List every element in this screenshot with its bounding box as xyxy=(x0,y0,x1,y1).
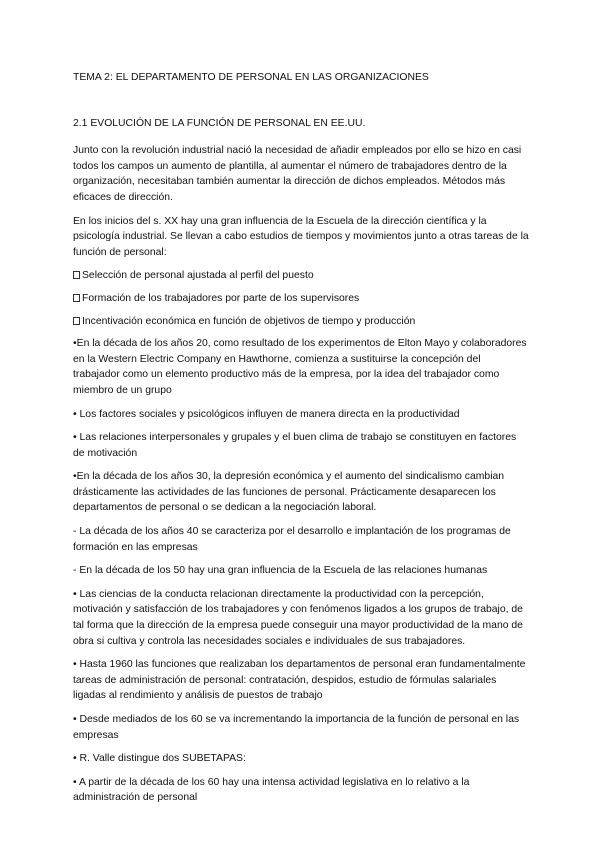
box-list-item xyxy=(73,314,530,330)
paragraph: En los inicios del s. XX hay una gran influencia de la Escuela de la dirección científica y la psicología industrial. Se llevan a cabo estudios de tiempos y movimientos junto a otras tareas de la función de personal: xyxy=(73,215,529,258)
page-title: TEMA 2: EL DEPARTAMENTO DE PERSONAL EN LAS ORGANIZACIONES xyxy=(73,72,429,83)
box-list-item xyxy=(73,268,530,284)
checkbox-glyph-icon xyxy=(73,294,80,302)
box-list-item xyxy=(73,291,530,307)
list-item: • A partir de la década de los 60 hay una intensa actividad legislativa en lo relativo a la administración de personal xyxy=(73,776,470,804)
list-item: •En la década de los años 20, como resultado de los experimentos de Elton Mayo y colaboradores en la Western Electric Company en Hawthorne, comienza a sustituirse la concepción del trabajador como un elemento productivo más de la empresa, por la idea del trabajador como miembro de un grupo xyxy=(73,338,527,396)
list-item: • Los factores sociales y psicológicos influyen de manera directa en la productividad xyxy=(73,408,460,420)
list-item: • Las relaciones interpersonales y grupales y el buen clima de trabajo se constituyen en factores de motivación xyxy=(73,432,517,459)
paragraph: Junto con la revolución industrial nació la necesidad de añadir empleados por ello se hizo en casi todos los campos un aumento de plantilla, al aumentar el número de trabajadores dentro de la organización, necesitaban también aumentar la dirección de dichos empleados. Métodos más eficaces de dirección. xyxy=(73,145,522,203)
box-list-item-text: Selección de personal ajustada al perfil del puesto xyxy=(82,270,314,282)
box-list-item-text: Incentivación económica en función de objetivos de tiempo y producción xyxy=(82,315,416,327)
list-item: - La década de los años 40 se caracteriza por el desarrollo e implantación de los programas de formación en las empresas xyxy=(73,526,511,553)
list-item: • Hasta 1960 las funciones que realizaban los departamentos de personal eran fundamentalmente tareas de administración de personal: contratación, despidos, estudio de fórmulas salariales ligadas al rendimiento y análisis de puestos de trabajo xyxy=(73,659,526,702)
list-item: • Las ciencias de la conducta relacionan directamente la productividad con la percepción, motivación y satisfacción de los trabajadores y con fenómenos ligados a los grupos de trabajo, de tal forma que la dirección de la empresa puede conseguir una mayor productividad de la mano de obra si cultiva y controla las necesidades sociales e individuales de sus trabajadores. xyxy=(73,588,523,647)
section-title: 2.1 EVOLUCIÓN DE LA FUNCIÓN DE PERSONAL EN EE.UU. xyxy=(73,117,366,129)
list-item: • Desde mediados de los 60 se va incrementando la importancia de la función de personal en las empresas xyxy=(73,714,520,741)
list-item: • R. Valle distingue dos SUBETAPAS: xyxy=(73,753,246,765)
list-item: •En la década de los años 30, la depresión económica y el aumento del sindicalismo cambian drásticamente las actividades de las funciones de personal. Prácticamente desaparecen los departamentos de personal o se dedican a la negociación laboral. xyxy=(73,471,505,514)
list-item: - En la década de los 50 hay una gran influencia de la Escuela de las relaciones humanas xyxy=(73,565,488,577)
checkbox-glyph-icon xyxy=(73,271,80,279)
box-list-item-text: Formación de los trabajadores por parte de los supervisores xyxy=(82,292,360,304)
checkbox-glyph-icon xyxy=(73,317,80,325)
